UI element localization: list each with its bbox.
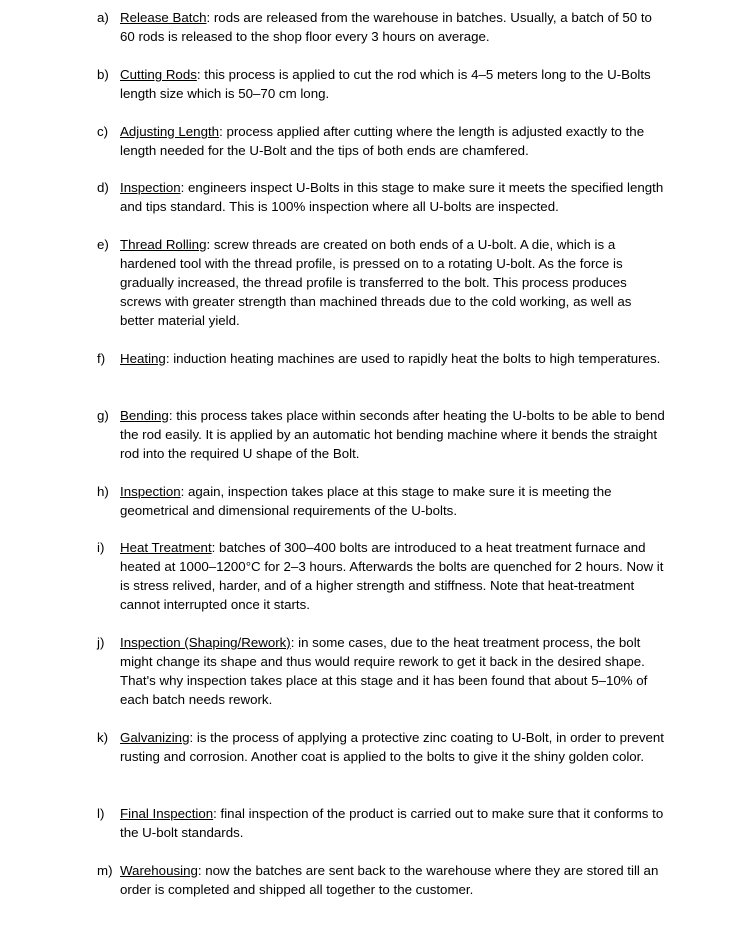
step-description: : in some cases, due to the heat treatment process, the bolt might change its shape and thus would require rework to get it back in the desired shape. That's why inspection takes place at this stage and it has been found that about 5–10% of each batch needs rework.: [120, 635, 648, 707]
list-item: [97, 804, 667, 842]
list-item: [97, 538, 667, 614]
list-item-body: [120, 538, 667, 614]
list-item: [97, 633, 667, 709]
step-term: Final Inspection: [120, 806, 214, 821]
list-item-body: [120, 8, 667, 46]
step-description: : is the process of applying a protective zinc coating to U-Bolt, in order to prevent rusting and corrosion. Another coat is applied to the bolts to give it the shiny golden color.: [120, 730, 664, 764]
step-description: : final inspection of the product is carried out to make sure that it conforms to the U-bolt standards.: [120, 806, 664, 840]
step-description: : batches of 300–400 bolts are introduced to a heat treatment furnace and heated at 1000–1200°C for 2–3 hours. Afterwards the bolts are quenched for 2 hours. Now it is stress relived, harder, and of a higher strength and stiffness. Note that heat-treatment cannot interrupted once it starts.: [120, 540, 664, 612]
step-term: Inspection (Shaping/Rework): [120, 635, 291, 650]
list-item-body: [120, 861, 667, 899]
list-item: [97, 406, 667, 463]
list-item-body: [120, 122, 667, 160]
list-item: [97, 178, 667, 216]
list-marker: j): [97, 635, 105, 650]
list-marker: c): [97, 124, 109, 139]
list-marker: b): [97, 67, 109, 82]
step-description: : now the batches are sent back to the warehouse where they are stored till an order is completed and shipped all together to the customer.: [120, 863, 659, 897]
list-marker: i): [97, 540, 105, 555]
list-marker: m): [97, 863, 113, 878]
step-description: : engineers inspect U-Bolts in this stage to make sure it meets the specified length and tips standard. This is 100% inspection where all U-bolts are inspected.: [120, 180, 664, 214]
list-item: [97, 482, 667, 520]
list-marker: e): [97, 237, 109, 252]
list-item: [97, 349, 667, 368]
list-marker: d): [97, 180, 109, 195]
list-marker: k): [97, 730, 109, 745]
list-item-body: [120, 65, 667, 103]
step-description: : this process is applied to cut the rod which is 4–5 meters long to the U-Bolts length size which is 50–70 cm long.: [120, 67, 651, 101]
step-term: Inspection: [120, 484, 181, 499]
step-term: Galvanizing: [120, 730, 190, 745]
list-item: [97, 861, 667, 899]
step-term: Cutting Rods: [120, 67, 197, 82]
list-item: [97, 235, 667, 330]
step-description: : screw threads are created on both ends of a U-bolt. A die, which is a hardened tool with the thread profile, is pressed on to a rotating U-bolt. As the force is gradually increased, the thread profile is transferred to the bolt. This process produces screws with greater strength than machined threads due to the cold working, as well as better material yield.: [120, 237, 632, 328]
list-item: [97, 8, 667, 46]
list-item-body: [120, 482, 667, 520]
step-description: : again, inspection takes place at this stage to make sure it is meeting the geometrical and dimensional requirements of the U-bolts.: [120, 484, 612, 518]
list-item-body: [120, 235, 667, 330]
step-term: Heating: [120, 351, 166, 366]
step-description: : induction heating machines are used to rapidly heat the bolts to high temperatures.: [165, 351, 661, 366]
list-marker: g): [97, 408, 109, 423]
step-term: Warehousing: [120, 863, 198, 878]
step-term: Heat Treatment: [120, 540, 212, 555]
step-term: Inspection: [120, 180, 181, 195]
step-term: Adjusting Length: [120, 124, 220, 139]
list-marker: h): [97, 484, 109, 499]
list-item-body: [120, 349, 667, 368]
step-description: : rods are released from the warehouse in batches. Usually, a batch of 50 to 60 rods is released to the shop floor every 3 hours on average.: [120, 10, 652, 44]
list-item-body: [120, 178, 667, 216]
list-item: [97, 122, 667, 160]
list-item: [97, 728, 667, 766]
step-term: Release Batch: [120, 10, 207, 25]
list-marker: l): [97, 806, 105, 821]
step-description: : this process takes place within seconds after heating the U-bolts to be able to bend the rod easily. It is applied by an automatic hot bending machine where it bends the straight rod into the required U shape of the Bolt.: [120, 408, 665, 461]
step-term: Bending: [120, 408, 169, 423]
step-description: : process applied after cutting where the length is adjusted exactly to the length needed for the U-Bolt and the tips of both ends are chamfered.: [120, 124, 645, 158]
list-item-body: [120, 406, 667, 463]
list-item: [97, 65, 667, 103]
step-term: Thread Rolling: [120, 237, 207, 252]
list-item-body: [120, 804, 667, 842]
list-item-body: [120, 633, 667, 709]
list-item-body: [120, 728, 667, 766]
list-marker: f): [97, 351, 106, 366]
list-marker: a): [97, 10, 109, 25]
